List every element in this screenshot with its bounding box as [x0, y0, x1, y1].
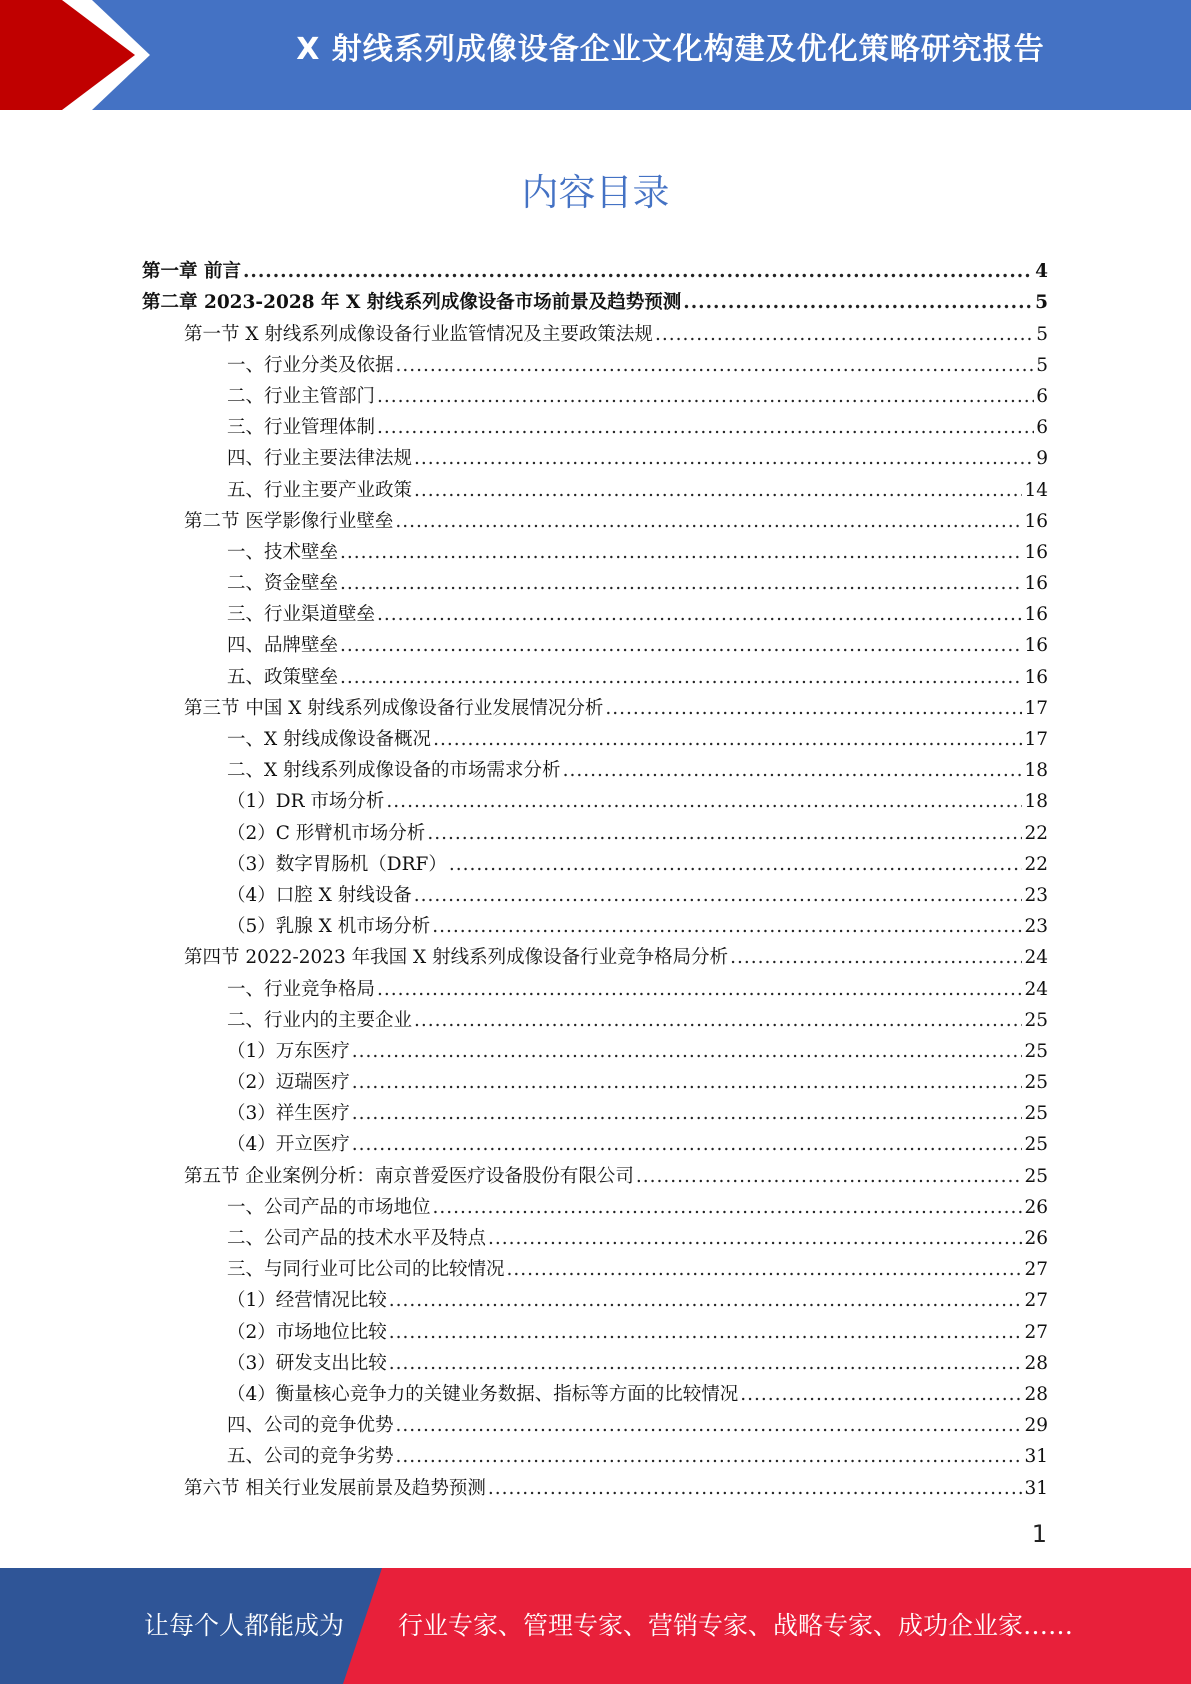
toc-entry[interactable]: [142, 1002, 1048, 1033]
toc-dot-leader: [605, 697, 1022, 721]
toc-entry[interactable]: [142, 1407, 1048, 1438]
toc-entry-page: 17: [1024, 729, 1048, 750]
toc-entry[interactable]: [142, 1126, 1048, 1157]
toc-dot-leader: [683, 291, 1033, 315]
toc-entry[interactable]: [142, 939, 1048, 970]
toc-entry-page: 16: [1024, 541, 1048, 563]
toc-entry-page: 27: [1024, 1321, 1048, 1343]
toc-entry-page: 17: [1024, 697, 1048, 719]
toc-dot-leader: [414, 447, 1034, 471]
toc-entry-label: 二、资金壁垒: [142, 572, 340, 596]
toc-heading: 内容目录: [521, 171, 670, 214]
toc-entry-label: 一、技术壁垒: [142, 541, 340, 565]
toc-dot-leader: [740, 1383, 1022, 1407]
toc-entry[interactable]: [142, 721, 1048, 752]
toc-entry-page: 26: [1024, 1228, 1048, 1249]
toc-dot-leader: [352, 1102, 1023, 1126]
toc-entry-label: （4）衡量核心竞争力的关键业务数据、指标等方面的比较情况: [142, 1383, 740, 1407]
toc-entry-label: 二、行业主管部门: [142, 385, 377, 409]
toc-entry[interactable]: [142, 347, 1048, 378]
toc-entry-label: （3）数字胃肠机（DRF）: [142, 853, 449, 877]
toc-entry[interactable]: [142, 534, 1048, 565]
toc-entry-label: 五、行业主要产业政策: [142, 479, 414, 503]
toc-entry-page: 4: [1035, 261, 1048, 283]
toc-entry-label: 三、与同行业可比公司的比较情况: [142, 1258, 507, 1282]
toc-entry-page: 31: [1024, 1446, 1048, 1468]
toc-entry-label: 五、公司的竞争劣势: [142, 1445, 396, 1469]
toc-entry[interactable]: [142, 1313, 1048, 1344]
toc-dot-leader: [389, 1352, 1023, 1376]
toc-entry-page: 16: [1024, 635, 1048, 657]
report-title: X 射线系列成像设备企业文化构建及优化策略研究报告: [296, 32, 1045, 67]
toc-entry[interactable]: [142, 1189, 1048, 1220]
toc-entry-label: 第三节 中国 X 射线系列成像设备行业发展情况分析: [142, 697, 605, 721]
toc-entry-label: 第二节 医学影像行业壁垒: [142, 510, 395, 534]
toc-entry[interactable]: [142, 1157, 1048, 1188]
toc-dot-leader: [488, 1227, 1022, 1251]
toc-dot-leader: [427, 822, 1022, 846]
toc-entry-label: 三、行业渠道壁垒: [142, 603, 377, 627]
toc-entry-page: 25: [1024, 1103, 1048, 1125]
toc-entry[interactable]: [142, 409, 1048, 440]
toc-entry[interactable]: [142, 565, 1048, 596]
toc-dot-leader: [730, 946, 1022, 970]
page-number: 1: [1031, 1520, 1047, 1548]
toc-dot-leader: [377, 603, 1022, 627]
toc-entry-page: 25: [1024, 1009, 1048, 1031]
toc-entry-label: 一、X 射线成像设备概况: [142, 728, 433, 752]
toc-dot-leader: [386, 790, 1022, 814]
toc-entry[interactable]: [142, 253, 1048, 284]
toc-entry[interactable]: [142, 284, 1048, 315]
toc-entry-label: 四、公司的竞争优势: [142, 1414, 396, 1438]
toc-entry[interactable]: [142, 658, 1048, 689]
toc-dot-leader: [340, 541, 1022, 565]
toc-entry-label: 二、公司产品的技术水平及特点: [142, 1227, 488, 1251]
toc-entry-label: （2）C 形臂机市场分析: [142, 822, 427, 846]
toc-entry[interactable]: [142, 1345, 1048, 1376]
toc-entry-page: 22: [1024, 853, 1048, 875]
toc-dot-leader: [352, 1133, 1023, 1157]
toc-entry-page: 25: [1024, 1134, 1048, 1156]
toc-entry-page: 25: [1024, 1072, 1048, 1094]
toc-entry-page: 6: [1036, 385, 1048, 407]
toc-entry-page: 23: [1024, 884, 1048, 906]
toc-dot-leader: [340, 572, 1022, 596]
toc-dot-leader: [507, 1258, 1023, 1282]
toc-dot-leader: [563, 759, 1023, 783]
toc-entry[interactable]: [142, 783, 1048, 814]
toc-entry-label: 四、行业主要法律法规: [142, 447, 414, 471]
toc-entry[interactable]: [142, 877, 1048, 908]
toc-dot-leader: [377, 978, 1022, 1002]
toc-entry-label: （1）DR 市场分析: [142, 790, 386, 814]
toc-entry-label: 一、行业分类及依据: [142, 354, 396, 378]
toc-dot-leader: [389, 1289, 1023, 1313]
toc-entry[interactable]: [142, 1469, 1048, 1500]
toc-entry-page: 16: [1024, 604, 1048, 626]
footer-slogan-left: 让每个人都能成为: [144, 1611, 345, 1640]
toc-entry-label: 第五节 企业案例分析：南京普爱医疗设备股份有限公司: [142, 1165, 636, 1189]
toc-entry-page: 18: [1024, 791, 1048, 813]
toc-dot-leader: [414, 1009, 1022, 1033]
toc-entry-label: （5）乳腺 X 机市场分析: [142, 915, 432, 939]
toc-dot-leader: [488, 1477, 1023, 1501]
toc-dot-leader: [395, 510, 1022, 534]
toc-dot-leader: [396, 354, 1035, 378]
toc-entry-label: 第二章 2023-2028 年 X 射线系列成像设备市场前景及趋势预测: [142, 292, 682, 314]
toc-entry-page: 23: [1024, 916, 1048, 938]
toc-entry-label: （1）经营情况比较: [142, 1289, 389, 1313]
toc-entry-page: 22: [1024, 822, 1048, 844]
toc-entry-page: 27: [1024, 1290, 1048, 1312]
toc-entry-page: 9: [1036, 448, 1048, 470]
toc-entry-label: （4）开立医疗: [142, 1133, 352, 1157]
toc-dot-leader: [377, 416, 1034, 440]
toc-entry[interactable]: [142, 1438, 1048, 1469]
toc-entry[interactable]: [142, 596, 1048, 627]
toc-entry-page: 25: [1024, 1165, 1048, 1187]
toc-entry-page: 31: [1024, 1477, 1048, 1499]
toc-entry-label: 二、X 射线系列成像设备的市场需求分析: [142, 759, 563, 783]
toc-entry-page: 24: [1024, 978, 1048, 1000]
toc-entry-label: 第四节 2022-2023 年我国 X 射线系列成像设备行业竞争格局分析: [142, 946, 730, 970]
toc-dot-leader: [243, 260, 1033, 284]
toc-dot-leader: [414, 884, 1023, 908]
toc-entry-page: 28: [1024, 1383, 1048, 1405]
toc-entry[interactable]: [142, 440, 1048, 471]
toc-entry-page: 6: [1036, 417, 1048, 439]
toc-entry-label: （2）市场地位比较: [142, 1321, 389, 1345]
toc-entry[interactable]: [142, 471, 1048, 502]
toc-entry[interactable]: [142, 503, 1048, 534]
toc-entry[interactable]: [142, 1095, 1048, 1126]
toc-entry-page: 24: [1024, 947, 1048, 969]
toc-entry-label: 四、品牌壁垒: [142, 634, 340, 658]
toc-entry[interactable]: [142, 1376, 1048, 1407]
toc-entry-label: 五、政策壁垒: [142, 666, 340, 690]
toc-dot-leader: [340, 666, 1022, 690]
toc-dot-leader: [377, 385, 1034, 409]
header-banner: [0, 0, 1191, 110]
toc-dot-leader: [655, 323, 1034, 347]
toc-dot-leader: [432, 915, 1022, 939]
toc-entry-label: （3）研发支出比较: [142, 1352, 389, 1376]
toc-dot-leader: [636, 1165, 1023, 1189]
toc-entry-label: （3）祥生医疗: [142, 1102, 352, 1126]
toc-entry-page: 16: [1024, 573, 1048, 595]
toc-entry[interactable]: [142, 970, 1048, 1001]
toc-entry-page: 16: [1024, 510, 1048, 532]
toc-entry[interactable]: [142, 1220, 1048, 1251]
toc-entry[interactable]: [142, 846, 1048, 877]
toc-dot-leader: [340, 634, 1022, 658]
toc-entry-label: （2）迈瑞医疗: [142, 1071, 352, 1095]
toc-dot-leader: [396, 1445, 1023, 1469]
toc-entry-page: 27: [1024, 1259, 1048, 1281]
toc-entry[interactable]: [142, 378, 1048, 409]
toc-entry-page: 5: [1036, 323, 1048, 345]
toc-entry-page: 5: [1036, 354, 1048, 376]
table-of-contents: [142, 253, 1048, 1501]
toc-entry[interactable]: [142, 1033, 1048, 1064]
toc-dot-leader: [449, 853, 1023, 877]
toc-entry-page: 14: [1024, 479, 1048, 501]
footer-slogan-right: 行业专家、管理专家、营销专家、战略专家、成功企业家……: [398, 1611, 1074, 1640]
toc-dot-leader: [352, 1040, 1023, 1064]
toc-entry-page: 26: [1024, 1196, 1048, 1218]
toc-entry-label: 三、行业管理体制: [142, 416, 377, 440]
footer-banner: [0, 1568, 1191, 1684]
toc-entry[interactable]: [142, 814, 1048, 845]
toc-entry-page: 16: [1024, 666, 1048, 688]
toc-entry-label: 第一节 X 射线系列成像设备行业监管情况及主要政策法规: [142, 323, 655, 347]
toc-entry[interactable]: [142, 1282, 1048, 1313]
toc-dot-leader: [433, 728, 1022, 752]
toc-dot-leader: [414, 479, 1022, 503]
toc-entry-label: （4）口腔 X 射线设备: [142, 884, 414, 908]
toc-entry-label: 第一章 前言: [142, 261, 241, 283]
toc-entry[interactable]: [142, 627, 1048, 658]
toc-entry-label: （1）万东医疗: [142, 1040, 352, 1064]
toc-entry-page: 5: [1035, 292, 1048, 314]
toc-dot-leader: [433, 1196, 1023, 1220]
toc-entry-page: 28: [1024, 1352, 1048, 1374]
toc-dot-leader: [352, 1071, 1023, 1095]
toc-dot-leader: [389, 1321, 1023, 1345]
toc-entry[interactable]: [142, 315, 1048, 346]
toc-entry-label: 一、公司产品的市场地位: [142, 1196, 433, 1220]
toc-entry-label: 二、行业内的主要企业: [142, 1009, 414, 1033]
toc-entry[interactable]: [142, 1064, 1048, 1095]
toc-entry[interactable]: [142, 908, 1048, 939]
toc-entry-label: 一、行业竞争格局: [142, 978, 377, 1002]
toc-dot-leader: [396, 1414, 1023, 1438]
toc-entry-label: 第六节 相关行业发展前景及趋势预测: [142, 1477, 488, 1501]
toc-entry[interactable]: [142, 690, 1048, 721]
toc-entry[interactable]: [142, 752, 1048, 783]
toc-entry-page: 18: [1024, 760, 1048, 782]
toc-entry-page: 25: [1024, 1040, 1048, 1062]
toc-entry-page: 29: [1024, 1415, 1048, 1437]
toc-entry[interactable]: [142, 1251, 1048, 1282]
